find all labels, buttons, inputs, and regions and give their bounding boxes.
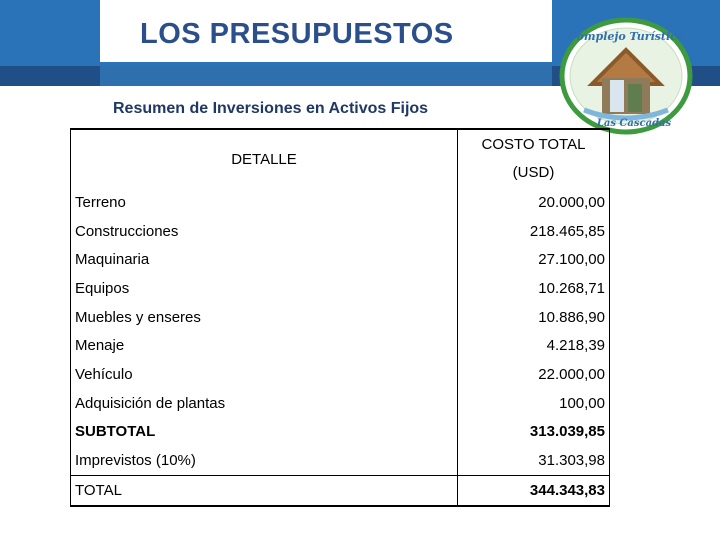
- table-row: [71, 389, 610, 418]
- total-value: 344.343,83: [458, 475, 610, 505]
- row-label: Maquinaria: [71, 245, 458, 274]
- row-label: Vehículo: [71, 360, 458, 389]
- row-value: 100,00: [458, 389, 610, 418]
- subtotal-label: SUBTOTAL: [71, 418, 458, 447]
- table-header-row: [71, 129, 610, 188]
- row-value: 31.303,98: [458, 446, 610, 475]
- row-label: Equipos: [71, 274, 458, 303]
- row-value: 22.000,00: [458, 360, 610, 389]
- header-strip-accent: [100, 66, 552, 86]
- row-value: 20.000,00: [458, 188, 610, 217]
- table-row: [71, 217, 610, 246]
- row-value: 10.268,71: [458, 274, 610, 303]
- row-label: Adquisición de plantas: [71, 389, 458, 418]
- investment-table: [70, 128, 610, 507]
- row-label: Menaje: [71, 331, 458, 360]
- section-heading: Resumen de Inversiones en Activos Fijos: [113, 100, 429, 117]
- logo-text-top: Complejo Turístico: [567, 30, 685, 43]
- table-row: [71, 360, 610, 389]
- row-value: 27.100,00: [458, 245, 610, 274]
- header-cost-line2: (USD): [512, 164, 555, 181]
- table-row: [71, 446, 610, 475]
- subtotal-row: [71, 418, 610, 447]
- logo-text-bottom: Las Cascadas: [596, 118, 672, 129]
- row-label: Imprevistos (10%): [71, 446, 458, 475]
- table-row: [71, 331, 610, 360]
- table-row: [71, 245, 610, 274]
- total-row: [71, 475, 610, 505]
- header-cost: [458, 129, 610, 188]
- table-row: [71, 188, 610, 217]
- header-cost-line1: COSTO TOTAL: [481, 136, 586, 153]
- row-label: Terreno: [71, 188, 458, 217]
- subtotal-value: 313.039,85: [458, 418, 610, 447]
- row-label: Construcciones: [71, 217, 458, 246]
- complex-logo-icon: [556, 14, 696, 136]
- row-value: 218.465,85: [458, 217, 610, 246]
- total-label: TOTAL: [71, 475, 458, 505]
- header-detail: DETALLE: [71, 129, 458, 188]
- page-title: LOS PRESUPUESTOS: [140, 18, 454, 50]
- row-value: 10.886,90: [458, 303, 610, 332]
- table-row: [71, 303, 610, 332]
- row-label: Muebles y enseres: [71, 303, 458, 332]
- table-row: [71, 274, 610, 303]
- row-value: 4.218,39: [458, 331, 610, 360]
